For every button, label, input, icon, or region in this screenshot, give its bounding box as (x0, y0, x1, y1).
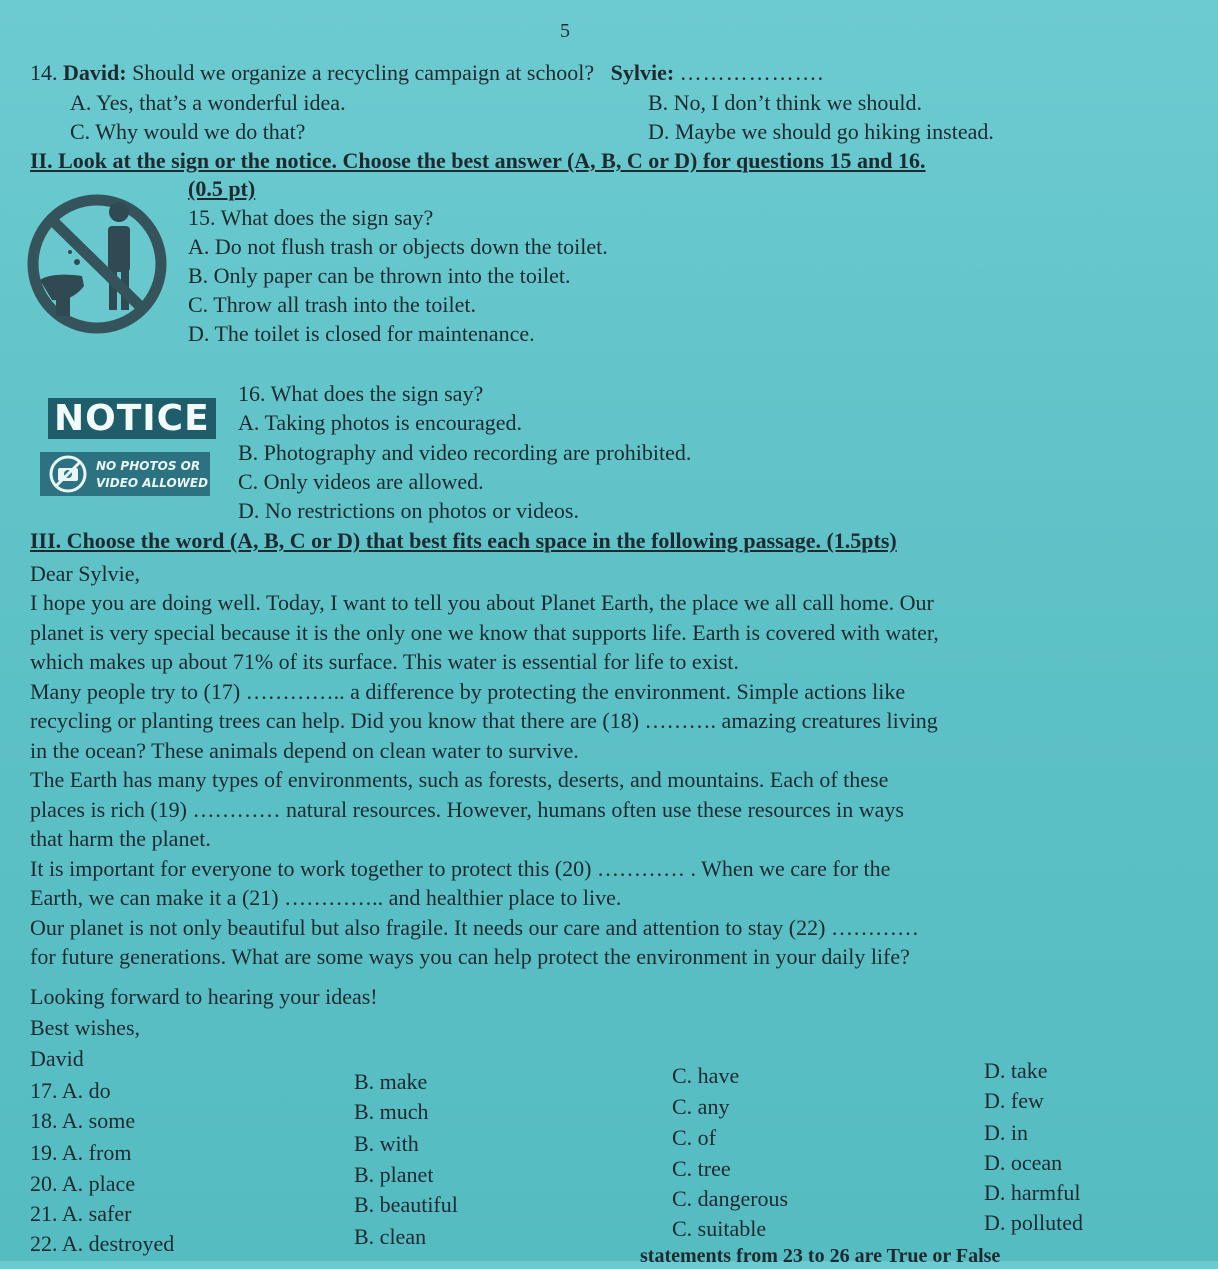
q16-option-c[interactable]: C. Only videos are allowed. (238, 469, 484, 494)
cutoff-footer-text: statements from 23 to 26 are True or False (640, 1245, 1001, 1267)
section-3-heading: III. Choose the word (A, B, C or D) that best fits each space in the following passage. (1.5pts) (30, 528, 897, 553)
letter-line-blank-21: Earth, we can make it a (21) ………….. and healthier place to live. (30, 885, 622, 910)
letter-line-blank-17: Many people try to (17) ………….. a difference by protecting the environment. Simple actions like (30, 679, 906, 704)
section-2-points: (0.5 pt) (188, 176, 256, 201)
q15-option-d[interactable]: D. The toilet is closed for maintenance. (188, 321, 535, 346)
q16-option-b[interactable]: B. Photography and video recording are prohibited. (238, 440, 692, 465)
q14-option-c[interactable]: C. Why would we do that? (70, 119, 306, 144)
notice-line-1: NO PHOTOS OR (96, 459, 201, 473)
q15-option-a[interactable]: A. Do not flush trash or objects down the toilet. (188, 234, 608, 259)
q14-option-d[interactable]: D. Maybe we should go hiking instead. (648, 119, 994, 144)
q17-option-a[interactable]: 17. A. do (30, 1078, 111, 1103)
letter-line-blank-19: places is rich (19) ………… natural resources. However, humans often use these resources in ways (30, 797, 904, 822)
letter-signature: David (30, 1046, 84, 1071)
q20-option-a[interactable]: 20. A. place (30, 1171, 136, 1196)
notice-title: NOTICE (48, 398, 216, 439)
question-14-text: Should we organize a recycling campaign at school? (132, 60, 595, 85)
section-2-heading: II. Look at the sign or the notice. Choose the best answer (A, B, C or D) for questions 15 and 16. (30, 148, 926, 173)
q20-option-c[interactable]: C. tree (672, 1156, 731, 1181)
letter-line: which makes up about 71% of its surface. This water is essential for life to exist. (30, 649, 739, 674)
q21-option-d[interactable]: D. harmful (984, 1180, 1081, 1205)
letter-line: Looking forward to hearing your ideas! (30, 984, 378, 1009)
q21-option-c[interactable]: C. dangerous (672, 1186, 789, 1211)
q15-option-b[interactable]: B. Only paper can be thrown into the toilet. (188, 263, 571, 288)
q17-option-c[interactable]: C. have (672, 1063, 740, 1088)
letter-line: planet is very special because it is the only one we know that supports life. Earth is covered with water, (30, 620, 939, 645)
q22-option-b[interactable]: B. clean (354, 1224, 427, 1249)
letter-line: in the ocean? These animals depend on clean water to survive. (30, 738, 579, 763)
q19-option-d[interactable]: D. in (984, 1120, 1028, 1145)
letter-line-blank-22: Our planet is not only beautiful but also fragile. It needs our care and attention to stay (22) ………… (30, 915, 919, 940)
letter-sign-off: Best wishes, (30, 1015, 140, 1040)
letter-line: for future generations. What are some ways you can help protect the environment in your daily life? (30, 944, 910, 969)
q17-option-b[interactable]: B. make (354, 1069, 428, 1094)
notice-sign (34, 392, 214, 508)
q21-option-b[interactable]: B. beautiful (354, 1192, 458, 1217)
q16-option-d[interactable]: D. No restrictions on photos or videos. (238, 498, 579, 523)
q14-option-b[interactable]: B. No, I don’t think we should. (648, 90, 922, 115)
q22-option-a[interactable]: 22. A. destroyed (30, 1231, 175, 1256)
no-camera-icon (48, 454, 88, 494)
question-15: 15. What does the sign say? (188, 205, 434, 230)
no-flush-sign-icon (22, 192, 172, 337)
q22-option-d[interactable]: D. polluted (984, 1210, 1083, 1235)
letter-line: The Earth has many types of environments, such as forests, deserts, and mountains. Each of these (30, 767, 889, 792)
speaker-sylvie: Sylvie: (610, 60, 675, 85)
q16-option-a[interactable]: A. Taking photos is encouraged. (238, 410, 523, 435)
letter-line: I hope you are doing well. Today, I want to tell you about Planet Earth, the place we all call home. Our (30, 590, 934, 615)
q18-option-a[interactable]: 18. A. some (30, 1108, 136, 1133)
q18-option-b[interactable]: B. much (354, 1099, 429, 1124)
q19-option-a[interactable]: 19. A. from (30, 1140, 132, 1165)
q18-option-d[interactable]: D. few (984, 1088, 1044, 1113)
q19-option-c[interactable]: C. of (672, 1125, 716, 1150)
speaker-david: David: (63, 60, 127, 85)
answer-blank[interactable]: ………………. (679, 60, 825, 85)
q18-option-c[interactable]: C. any (672, 1094, 730, 1119)
notice-line-2: VIDEO ALLOWED (96, 476, 209, 490)
question-14 (30, 60, 824, 86)
question-number: 14. (30, 60, 58, 85)
q22-option-c[interactable]: C. suitable (672, 1216, 767, 1241)
q20-option-b[interactable]: B. planet (354, 1162, 434, 1187)
q21-option-a[interactable]: 21. A. safer (30, 1201, 132, 1226)
page-number: 5 (560, 20, 570, 42)
letter-line: Dear Sylvie, (30, 561, 140, 586)
letter-line-blank-18: recycling or planting trees can help. Did you know that there are (18) ………. amazing creatures living (30, 708, 938, 733)
q15-option-c[interactable]: C. Throw all trash into the toilet. (188, 292, 476, 317)
q14-option-a[interactable]: A. Yes, that’s a wonderful idea. (70, 90, 346, 115)
letter-line-blank-20: It is important for everyone to work together to protect this (20) ………… . When we care for the (30, 856, 891, 881)
letter-line: that harm the planet. (30, 826, 211, 851)
q17-option-d[interactable]: D. take (984, 1058, 1048, 1083)
q19-option-b[interactable]: B. with (354, 1131, 419, 1156)
q20-option-d[interactable]: D. ocean (984, 1150, 1063, 1175)
question-16: 16. What does the sign say? (238, 381, 484, 406)
